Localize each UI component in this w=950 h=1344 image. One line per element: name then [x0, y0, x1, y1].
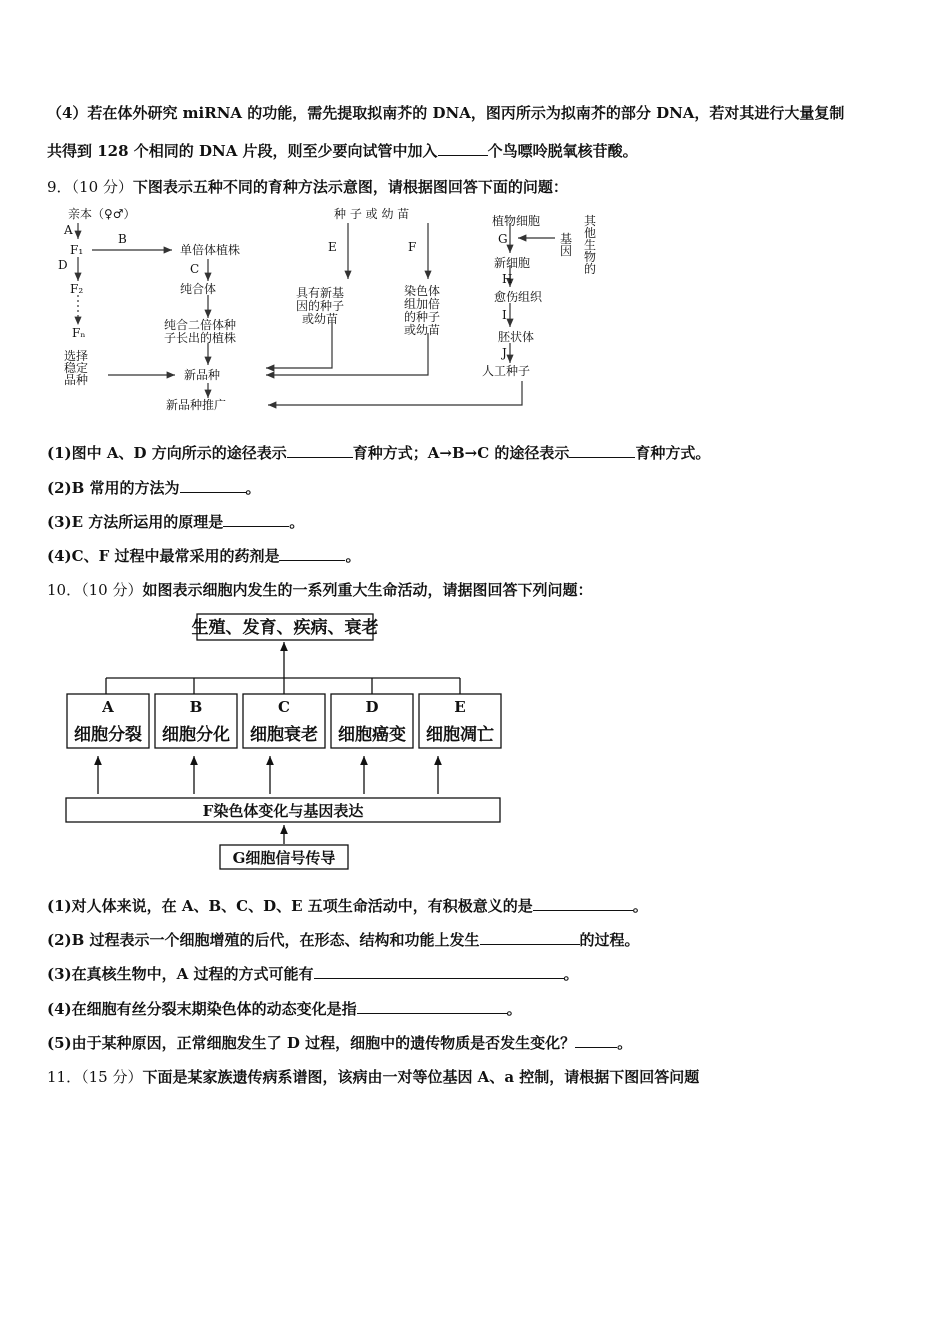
answer-blank[interactable]	[314, 964, 564, 979]
diagram-promote: 新品种推广	[166, 398, 227, 412]
box-d-label: 细胞癌变	[338, 725, 406, 745]
diagram-label-f: F	[408, 240, 417, 254]
q10-sub2: (2)B 过程表示一个细胞增殖的后代，在形态、结构和功能上发生 的过程。	[47, 931, 640, 949]
diagram-other-4: 物	[584, 250, 597, 264]
answer-blank[interactable]	[575, 1033, 617, 1048]
diagram-diploid-2: 子长出的植株	[164, 331, 237, 345]
breeding-methods-diagram	[50, 203, 610, 418]
diagram-new-gene-3: 或幼苗	[302, 312, 339, 326]
diagram-select-3: 品种	[64, 373, 89, 387]
diagram-chrom-2: 组加倍	[404, 297, 441, 311]
cell-life-activities-diagram	[60, 608, 510, 873]
diagram-chrom-4: 或幼苗	[404, 323, 441, 337]
diagram-new-cell: 新细胞	[494, 256, 531, 270]
diagram-label-b: B	[118, 232, 127, 246]
q10-heading: 10．（10 分）如图表示细胞内发生的一系列重大生命活动，请据图回答下列问题：	[47, 581, 593, 599]
diagram-gene-2: 因	[560, 244, 573, 258]
box-a-label: 细胞分裂	[74, 725, 142, 745]
box-e-label: 细胞凋亡	[426, 725, 494, 745]
diagram-label-c: C	[190, 262, 200, 276]
diagram-f1: F₁	[70, 243, 84, 257]
answer-blank[interactable]	[357, 999, 507, 1014]
box-a-letter: A	[102, 698, 114, 716]
answer-blank[interactable]	[180, 478, 246, 493]
diagram-new-gene-1: 具有新基	[296, 286, 345, 300]
q9-sub3: (3)E 方法所运用的原理是 。	[47, 513, 305, 531]
top-outcomes-label: 生殖、发育、疾病、衰老	[191, 618, 379, 638]
diagram-chrom-1: 染色体	[404, 284, 441, 298]
diagram-chrom-3: 的种子	[404, 310, 441, 324]
f-bar-label: F染色体变化与基因表达	[202, 802, 364, 820]
diagram-artificial-seed: 人工种子	[482, 364, 531, 378]
diagram-diploid-1: 纯合二倍体种	[164, 318, 237, 332]
diagram-callus: 愈伤组织	[494, 290, 543, 304]
diagram-select-2: 稳定	[64, 361, 89, 375]
box-e-letter: E	[454, 698, 466, 716]
diagram-other-5: 的	[584, 262, 597, 276]
box-c-label: 细胞衰老	[250, 725, 318, 745]
g-box-label: G细胞信号传导	[232, 849, 336, 867]
q10-sub1: (1)对人体来说，在 A、B、C、D、E 五项生命活动中，有积极意义的是 。	[47, 897, 648, 915]
diagram-new-variety: 新品种	[184, 368, 221, 382]
q10-sub5: (5)由于某种原因，正常细胞发生了 D 过程，细胞中的遗传物质是否发生变化？ 。	[47, 1034, 633, 1052]
q8-part4-line1: （4）若在体外研究 miRNA 的功能，需先提取拟南芥的 DNA，图丙所示为拟南芥的部分 DNA，若对其进行大量复制	[47, 104, 845, 122]
box-c-letter: C	[278, 698, 290, 716]
answer-blank[interactable]	[223, 512, 289, 527]
diagram-label-e: E	[328, 240, 337, 254]
diagram-other-2: 他	[584, 226, 597, 240]
diagram-new-gene-2: 因的种子	[296, 299, 345, 313]
q9-sub2: (2)B 常用的方法为 。	[47, 479, 261, 497]
answer-blank[interactable]	[533, 896, 633, 911]
diagram-other-3: 生	[584, 238, 597, 252]
diagram-parents: 亲本（♀♂）	[68, 207, 136, 221]
diagram-label-g: G	[498, 232, 508, 246]
q10-sub3: (3)在真核生物中，A 过程的方式可能有 。	[47, 965, 579, 983]
answer-blank[interactable]	[279, 546, 345, 561]
q9-sub1: (1)图中 A、D 方向所示的途径表示 育种方式；A→B→C 的途径表示 育种方式。	[47, 444, 711, 462]
q10-sub4: (4)在细胞有丝分裂末期染色体的动态变化是指 。	[47, 1000, 522, 1018]
q11-heading: 11．（15 分）下面是某家族遗传病系谱图，该病由一对等位基因 A、a 控制，请根据下图回答问题	[47, 1068, 700, 1086]
diagram-f2: F₂	[70, 282, 84, 296]
diagram-seed: 种 子 或 幼 苗	[334, 207, 410, 221]
diagram-label-i: I	[502, 308, 507, 322]
q9-sub4: (4)C、F 过程中最常采用的药剂是 。	[47, 547, 361, 565]
box-b-label: 细胞分化	[162, 725, 230, 745]
answer-blank[interactable]	[438, 141, 488, 156]
diagram-label-j: J	[502, 346, 507, 360]
answer-blank[interactable]	[287, 443, 353, 458]
diagram-fn: Fₙ	[72, 326, 86, 340]
diagram-homozygous: 纯合体	[180, 282, 217, 296]
answer-blank[interactable]	[569, 443, 635, 458]
box-d-letter: D	[365, 698, 379, 716]
diagram-haploid: 单倍体植株	[180, 243, 241, 257]
diagram-other-1: 其	[584, 214, 597, 228]
diagram-label-h: H	[502, 272, 513, 286]
q8-part4-line2: 共得到 128 个相同的 DNA 片段，则至少要向试管中加入 个鸟嘌呤脱氧核苷酸。	[47, 142, 638, 160]
diagram-label-d: D	[58, 258, 68, 272]
answer-blank[interactable]	[480, 930, 580, 945]
q9-heading: 9．（10 分）下图表示五种不同的育种方法示意图，请根据图回答下面的问题：	[47, 178, 568, 196]
diagram-gene-1: 基	[560, 232, 573, 246]
diagram-select-1: 选择	[64, 349, 89, 363]
diagram-plant-cell: 植物细胞	[492, 214, 541, 228]
box-b-letter: B	[189, 698, 203, 716]
diagram-embryoid: 胚状体	[498, 330, 535, 344]
diagram-label-a: A	[64, 223, 73, 237]
